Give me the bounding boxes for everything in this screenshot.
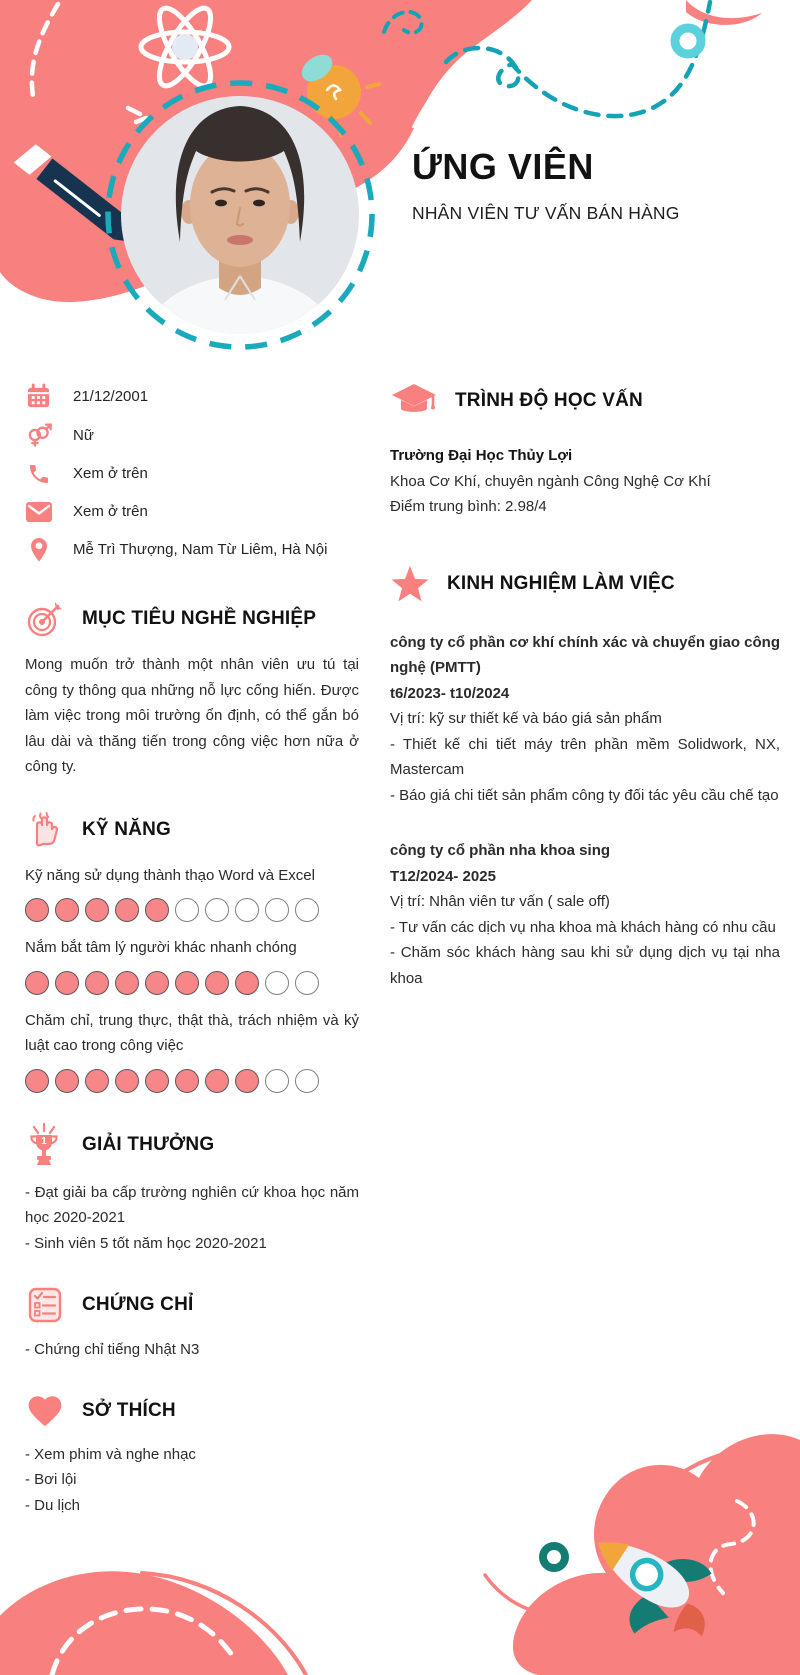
rating-dot bbox=[145, 971, 169, 995]
email-value: Xem ở trên bbox=[73, 503, 148, 520]
rating-dot bbox=[265, 1069, 289, 1093]
skill-rating bbox=[25, 1069, 359, 1093]
rating-dot bbox=[205, 898, 229, 922]
rating-dot bbox=[85, 1069, 109, 1093]
rating-dot bbox=[55, 1069, 79, 1093]
job-entry bbox=[390, 630, 780, 809]
objective-text: Mong muốn trở thành một nhân viên ưu tú tại công ty thông qua những nỗ lực cống hiến. Được làm việc trong môi trường ổn định, có thể gắn bó lâu dài và thăng tiến trong công việc hơn nữa ở công ty. bbox=[25, 656, 359, 775]
candidate-subtitle: NHÂN VIÊN TƯ VẤN BÁN HÀNG bbox=[412, 203, 680, 223]
job-bullet: - Thiết kế chi tiết máy trên phần mềm Solidwork, NX, Mastercam bbox=[390, 735, 780, 778]
rating-dot bbox=[235, 1069, 259, 1093]
skill-label: Kỹ năng sử dụng thành thạo Word và Excel bbox=[25, 866, 315, 884]
right-column bbox=[390, 383, 780, 991]
info-row-address bbox=[25, 536, 359, 563]
education-heading: TRÌNH ĐỘ HỌC VẤN bbox=[455, 390, 643, 411]
info-row-gender bbox=[25, 421, 359, 449]
rating-dot bbox=[145, 1069, 169, 1093]
rating-dot bbox=[175, 971, 199, 995]
skill-rating bbox=[25, 971, 359, 995]
rating-dot bbox=[205, 971, 229, 995]
rating-dot bbox=[25, 898, 49, 922]
rating-dot bbox=[175, 898, 199, 922]
job-period: T12/2024- 2025 bbox=[390, 867, 496, 885]
coral-blob-bottom bbox=[513, 1434, 800, 1675]
rating-dot bbox=[115, 971, 139, 995]
education-gpa: Điểm trung bình: 2.98/4 bbox=[390, 498, 547, 515]
header bbox=[412, 146, 782, 224]
info-row-birthdate bbox=[25, 383, 359, 410]
phone-icon bbox=[25, 462, 52, 486]
hobby-item: - Du lịch bbox=[25, 1496, 81, 1514]
section-objective-heading bbox=[25, 599, 359, 639]
job-entry bbox=[390, 838, 780, 991]
rating-dot bbox=[145, 898, 169, 922]
candidate-title: ỨNG VIÊN bbox=[412, 146, 594, 187]
profile-photo bbox=[108, 83, 372, 347]
info-row-email bbox=[25, 498, 359, 525]
rating-dot bbox=[115, 898, 139, 922]
rating-dot bbox=[25, 1069, 49, 1093]
job-bullet: - Tư vấn các dịch vụ nha khoa mà khách hàng có nhu cầu bbox=[390, 918, 776, 936]
section-skills-heading bbox=[25, 810, 359, 850]
award-item: - Sinh viên 5 tốt năm học 2020-2021 bbox=[25, 1234, 267, 1252]
certificates-heading: CHỨNG CHỈ bbox=[82, 1294, 194, 1315]
trophy-icon bbox=[25, 1123, 65, 1167]
teal-donut-small bbox=[543, 1546, 565, 1568]
rating-dot bbox=[205, 1069, 229, 1093]
bottom-decoration bbox=[0, 1325, 800, 1675]
skills-heading: KỸ NĂNG bbox=[82, 818, 172, 840]
job-period: t6/2023- t10/2024 bbox=[390, 684, 510, 702]
hobby-item: - Xem phim và nghe nhạc bbox=[25, 1445, 196, 1463]
section-awards-heading bbox=[25, 1123, 359, 1167]
rating-dot bbox=[235, 898, 259, 922]
education-block bbox=[390, 443, 780, 520]
rating-dot bbox=[235, 971, 259, 995]
rating-dot bbox=[265, 971, 289, 995]
skill-rating bbox=[25, 898, 359, 922]
award-item: - Đạt giải ba cấp trường nghiên cứ khoa học năm học 2020-2021 bbox=[25, 1183, 359, 1226]
certificate-item: - Chứng chỉ tiếng Nhật N3 bbox=[25, 1341, 200, 1358]
rating-dot bbox=[85, 971, 109, 995]
star-icon bbox=[390, 564, 430, 604]
education-school: Trường Đại Học Thủy Lợi bbox=[390, 447, 573, 464]
skill-label: Nắm bắt tâm lý người khác nhanh chóng bbox=[25, 939, 297, 956]
job-bullet: - Báo giá chi tiết sản phẩm công ty đối tác yêu cầu chế tạo bbox=[390, 786, 779, 804]
rating-dot bbox=[175, 1069, 199, 1093]
graduation-cap-icon bbox=[390, 383, 438, 419]
rating-dot bbox=[55, 898, 79, 922]
education-major: Khoa Cơ Khí, chuyên ngành Công Nghệ Cơ Khí bbox=[390, 472, 711, 490]
rating-dot bbox=[295, 971, 319, 995]
teal-donut bbox=[675, 28, 701, 54]
rating-dot bbox=[115, 1069, 139, 1093]
job-company: công ty cổ phần nha khoa sing bbox=[390, 842, 611, 859]
info-row-phone bbox=[25, 460, 359, 487]
rating-dot bbox=[295, 1069, 319, 1093]
job-bullet: - Chăm sóc khách hàng sau khi sử dụng dịch vụ tại nha khoa bbox=[390, 944, 780, 987]
target-icon bbox=[25, 599, 65, 639]
skill-label: Chăm chỉ, trung thực, thật thà, trách nhiệm và kỷ luật cao trong công việc bbox=[25, 1011, 359, 1054]
rating-dot bbox=[295, 898, 319, 922]
section-education-heading bbox=[390, 383, 780, 419]
coral-blob-bottom-left bbox=[0, 1571, 288, 1675]
svg-text:1: 1 bbox=[41, 1135, 47, 1147]
hobbies-heading: SỞ THÍCH bbox=[82, 1399, 176, 1421]
section-experience-heading bbox=[390, 564, 780, 604]
job-position: Vị trí: Nhân viên tư vấn ( sale off) bbox=[390, 893, 610, 910]
rating-dot bbox=[265, 898, 289, 922]
job-company: công ty cổ phần cơ khí chính xác và chuyển giao công nghệ (PMTT) bbox=[390, 633, 780, 676]
job-position: Vị trí: kỹ sư thiết kế và báo giá sản phẩm bbox=[390, 710, 662, 727]
calendar-icon bbox=[25, 383, 52, 410]
section-certificates-heading bbox=[25, 1286, 359, 1324]
phone-value: Xem ở trên bbox=[73, 465, 148, 482]
awards-heading: GIẢI THƯỞNG bbox=[82, 1133, 215, 1155]
rating-dot bbox=[85, 898, 109, 922]
email-icon bbox=[25, 501, 52, 523]
gender-icon bbox=[25, 421, 52, 449]
rating-dot bbox=[55, 971, 79, 995]
experience-heading: KINH NGHIỆM LÀM VIỆC bbox=[447, 572, 675, 594]
hobby-item: - Bơi lội bbox=[25, 1471, 77, 1488]
address-value: Mễ Trì Thượng, Nam Từ Liêm, Hà Nội bbox=[73, 541, 328, 558]
rating-dot bbox=[25, 971, 49, 995]
birthdate-value: 21/12/2001 bbox=[73, 388, 149, 405]
gender-value: Nữ bbox=[73, 426, 94, 444]
objective-heading: MỤC TIÊU NGHỀ NGHIỆP bbox=[82, 608, 317, 629]
hand-icon bbox=[25, 810, 65, 850]
checklist-icon bbox=[25, 1286, 65, 1324]
location-icon bbox=[25, 537, 52, 563]
